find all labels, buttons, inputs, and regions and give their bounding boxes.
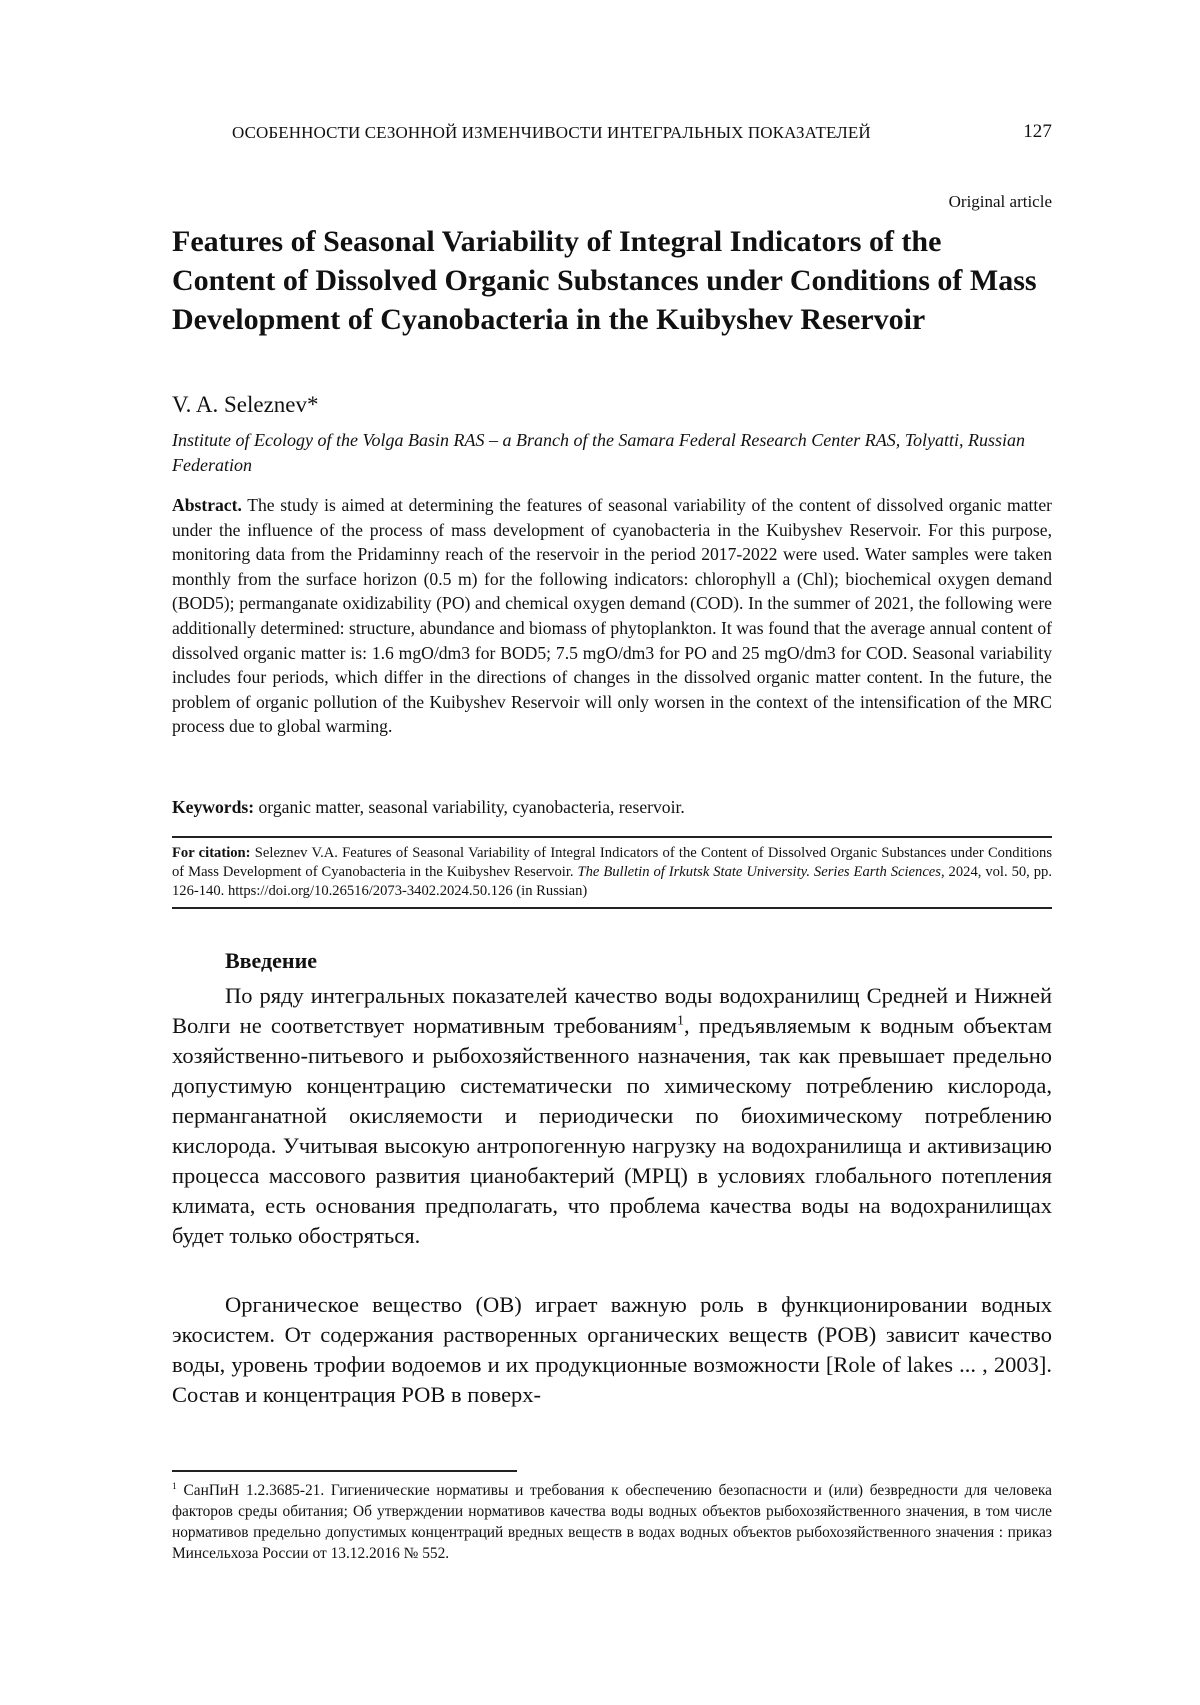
running-head-title: ОСОБЕННОСТИ СЕЗОННОЙ ИЗМЕНЧИВОСТИ ИНТЕГРАЛЬНЫХ ПОКАЗАТЕЛЕЙ	[232, 123, 871, 142]
keywords-label: Keywords:	[172, 797, 255, 817]
citation-text: Seleznev V.A. Features of Seasonal Variability of Integral Indicators of the Content of Dissolved Organic Substances under Conditions of Mass Development of Cyanobacteria in the Kuibyshev Reservoir.	[172, 845, 1053, 880]
article-type: Original article	[948, 192, 1052, 211]
abstract-label: Abstract.	[172, 495, 242, 515]
page-number: 127	[1023, 121, 1052, 142]
p1-text-a: По ряду интегральных показателей качество воды водохранилищ Средней и Нижней Волги не соответствует нормативным требованиям	[172, 983, 1052, 1038]
author: V. A. Seleznev*	[172, 392, 319, 417]
section-title: Введение	[225, 948, 318, 973]
citation-box	[172, 836, 1052, 909]
abstract-text: The study is aimed at determining the features of seasonal variability of the content of dissolved organic matter under the influence of the process of mass development of cyanobacteria in the Kuibyshev Reservoir. For this purpose, monitoring data from the Pridaminny reach of the reservoir in the period 2017-2022 were used. Water samples were taken monthly from the surface horizon (0.5 m) for the following indicators: chlorophyll a (Chl); biochemical oxygen demand (BOD5); permanganate oxidizability (PO) and chemical oxygen demand (COD). In the summer of 2021, the following were additionally determined: structure, abundance and biomass of phytoplankton. It was found that the average annual content of dissolved organic matter is: 1.6 mgO/dm3 for BOD5; 7.5 mgO/dm3 for PO and 25 mgO/dm3 for COD. Seasonal variability includes four periods, which differ in the directions of changes in the dissolved organic matter content. In the future, the problem of organic pollution of the Kuibyshev Reservoir will only worsen in the context of the intensification of the MRC process due to global warming.	[172, 495, 1052, 737]
footnote-ref[interactable]: 1	[677, 1013, 685, 1029]
citation-details: , 2024, vol. 50, pp. 126-140. https://doi.org/10.26516/2073-3402.2024.50.126 (in Russian)	[172, 864, 1052, 899]
body-paragraph-2: Органическое вещество (ОВ) играет важную роль в функционировании водных экосистем. От содержания растворенных органических веществ (РОВ) зависит качество воды, уровень трофии водоемов и их продукционные возможности [Role of lakes ... , 2003]. Состав и концентрация РОВ в поверх-	[172, 1292, 1052, 1407]
citation-journal: The Bulletin of Irkutsk State University. Series Earth Sciences	[577, 864, 941, 880]
p1-text-b: , предъявляемым к водным объектам хозяйственно-питьевого и рыбохозяйственного назначения, так как превышает предельно допустимую концентрацию систематически по химическому потреблению кислорода, перманганатной окисляемости и периодически по биохимическому потреблению кислорода. Учитывая высокую антропогенную нагрузку на водохранилища и активизацию процесса массового развития цианобактерий (МРЦ) в условиях глобального потепления климата, есть основания предполагать, что проблема качества воды на водохранилищах будет только обостряться.	[172, 1013, 1052, 1248]
footnote-text: СанПиН 1.2.3685-21. Гигиенические нормативы и требования к обеспечению безопасности и (или) безвредности для человека факторов среды обитания; Об утверждении нормативов качества воды водных объектов рыбохозяйственного значения, в том числе нормативов предельно допустимых концентраций вредных веществ в водах водных объектов рыбохозяйственного значения : приказ Минсельхоза России от 13.12.2016 № 552.	[172, 1482, 1052, 1562]
footnote-divider	[172, 1470, 517, 1472]
body-paragraph-1	[172, 981, 1052, 1251]
article-title: Features of Seasonal Variability of Integral Indicators of the Content of Dissolved Organic Substances under Conditions of Mass Development of Cyanobacteria in the Kuibyshev Reservoir	[172, 225, 1037, 336]
keywords	[172, 797, 1052, 818]
citation-label: For citation:	[172, 845, 251, 861]
footnote	[172, 1480, 1052, 1564]
affiliation: Institute of Ecology of the Volga Basin RAS – a Branch of the Samara Federal Research Center RAS, Tolyatti, Russian Federation	[172, 430, 1026, 475]
abstract	[172, 493, 1052, 739]
keywords-text: organic matter, seasonal variability, cyanobacteria, reservoir.	[258, 797, 685, 817]
footnote-marker: 1	[172, 1480, 177, 1492]
